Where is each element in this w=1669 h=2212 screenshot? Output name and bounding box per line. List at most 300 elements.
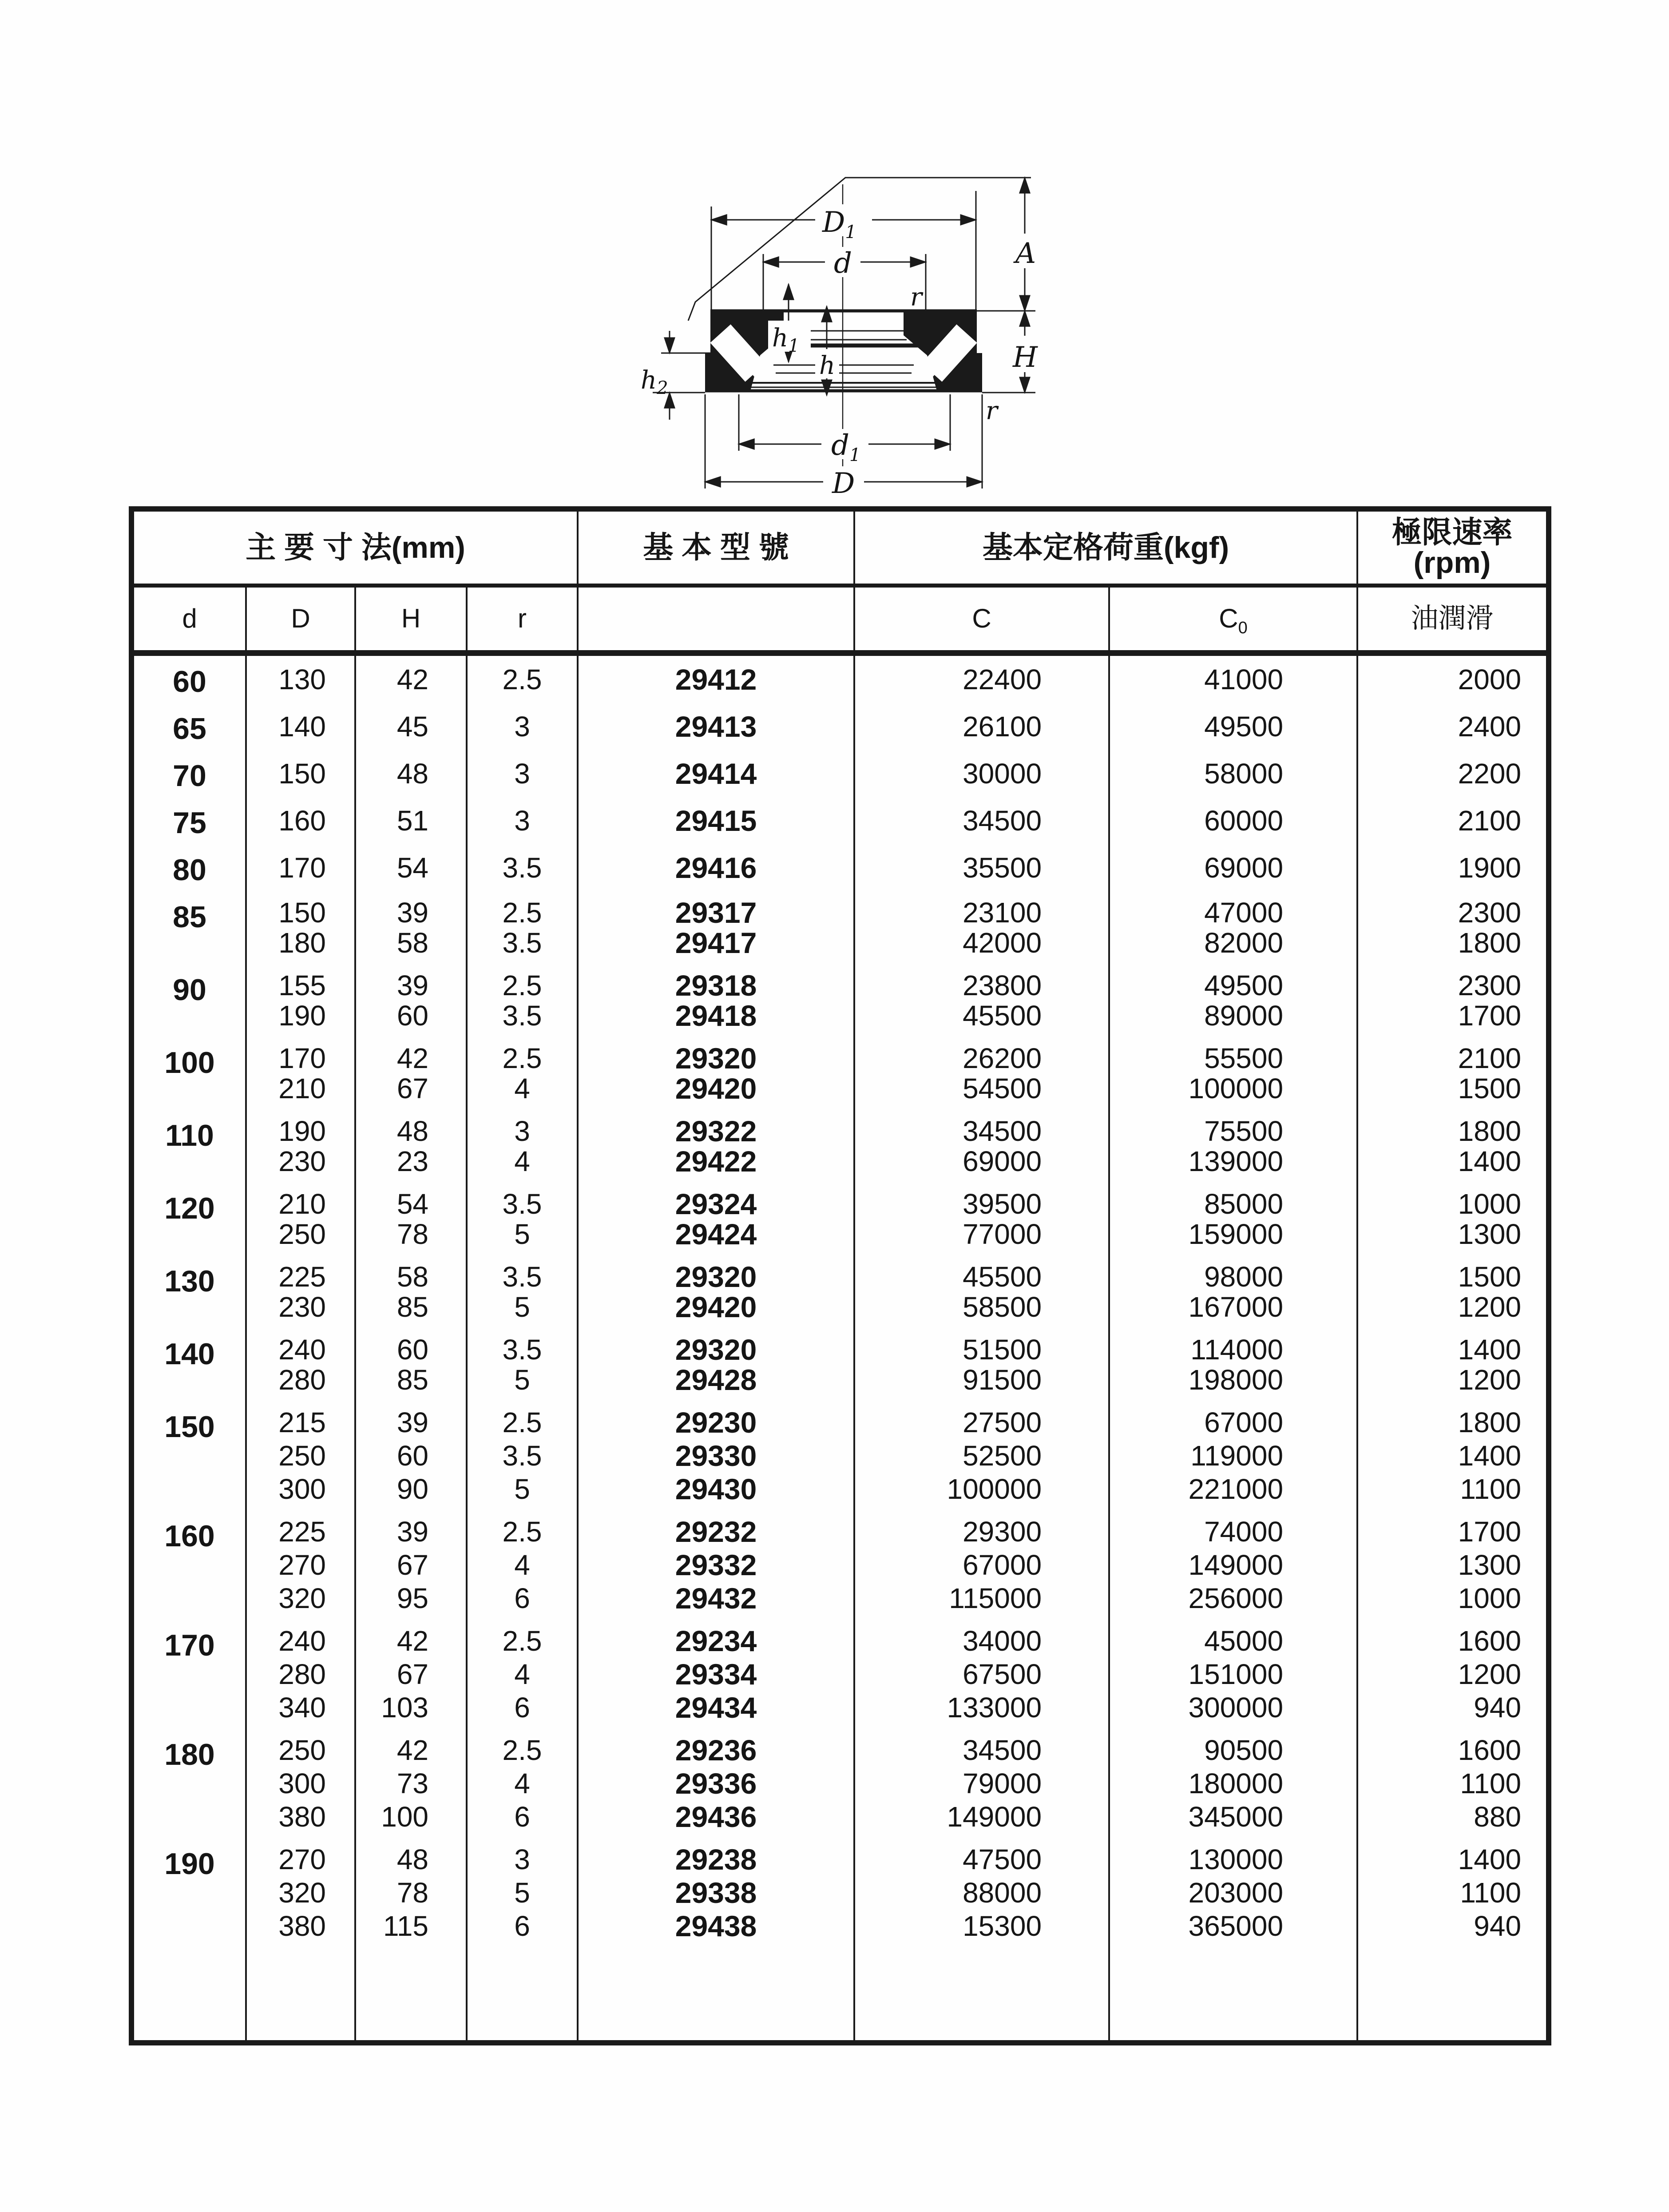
cell-r: 2.5 — [467, 653, 578, 703]
cell-H: 42 — [355, 1037, 467, 1073]
cell-D: 190 — [246, 1001, 355, 1037]
cell-H: 58 — [355, 1255, 467, 1292]
table-row — [131, 1146, 1549, 1183]
cell-d: 75 — [173, 806, 206, 840]
cell-D: 180 — [246, 928, 355, 964]
cell-rpm: 1000 — [1357, 1183, 1549, 1219]
cell-C: 26100 — [854, 703, 1109, 750]
cell-r: 2.5 — [467, 1037, 578, 1073]
table-row — [131, 1401, 1549, 1438]
cell-r: 3.5 — [467, 1255, 578, 1292]
cell-D: 190 — [246, 1110, 355, 1146]
cell-d: 70 — [173, 759, 206, 793]
cell-H: 60 — [355, 1328, 467, 1365]
cell-H: 95 — [355, 1583, 467, 1620]
table-column-header-row — [131, 585, 1549, 653]
cell-D: 300 — [246, 1765, 355, 1802]
cell-C0: 82000 — [1109, 928, 1357, 964]
cell-rpm: 1200 — [1357, 1656, 1549, 1692]
cell-model: 29413 — [578, 703, 854, 750]
table-row — [131, 1328, 1549, 1365]
filler-cell — [246, 1947, 355, 2043]
cell-C0: 67000 — [1109, 1401, 1357, 1438]
table-row — [131, 928, 1549, 964]
cell-C: 47500 — [854, 1838, 1109, 1874]
cell-C: 15300 — [854, 1911, 1109, 1947]
cell-model: 29230 — [578, 1401, 854, 1438]
cell-C: 51500 — [854, 1328, 1109, 1365]
filler-cell — [355, 1947, 467, 2043]
cell-r: 2.5 — [467, 1401, 578, 1438]
cell-D: 280 — [246, 1656, 355, 1692]
cell-model: 29330 — [578, 1438, 854, 1474]
cell-H: 115 — [355, 1911, 467, 1947]
cell-C: 35500 — [854, 844, 1109, 891]
filler-cell — [467, 1947, 578, 2043]
cell-C0: 74000 — [1109, 1510, 1357, 1547]
cell-model: 29320 — [578, 1037, 854, 1073]
table-filler-row — [131, 1947, 1549, 2043]
cell-H: 42 — [355, 1620, 467, 1656]
filler-cell — [854, 1947, 1109, 2043]
table-row — [131, 1838, 1549, 1874]
cell-C0: 45000 — [1109, 1620, 1357, 1656]
cell-C: 54500 — [854, 1073, 1109, 1110]
cell-rpm: 1100 — [1357, 1765, 1549, 1802]
table-row — [131, 1802, 1549, 1838]
cell-H: 85 — [355, 1292, 467, 1328]
cell-D: 130 — [246, 653, 355, 703]
cell-H: 78 — [355, 1219, 467, 1255]
cell-model: 29334 — [578, 1656, 854, 1692]
cell-model: 29336 — [578, 1765, 854, 1802]
cell-r: 3 — [467, 1838, 578, 1874]
cell-rpm: 1000 — [1357, 1583, 1549, 1620]
cell-rpm: 1400 — [1357, 1838, 1549, 1874]
cell-rpm: 1800 — [1357, 1110, 1549, 1146]
cell-D: 230 — [246, 1146, 355, 1183]
cell-d: 90 — [173, 973, 206, 1007]
cell-model: 29422 — [578, 1146, 854, 1183]
cell-C0: 149000 — [1109, 1547, 1357, 1583]
cell-model: 29338 — [578, 1874, 854, 1911]
cell-model: 29430 — [578, 1474, 854, 1510]
cell-C0: 89000 — [1109, 1001, 1357, 1037]
cell-C: 79000 — [854, 1765, 1109, 1802]
dim-label-h1: $h_1$ — [772, 324, 800, 356]
col-header-H: H — [355, 585, 467, 653]
col-header-C: C — [854, 585, 1109, 653]
cell-model: 29318 — [578, 964, 854, 1001]
cell-rpm: 940 — [1357, 1692, 1549, 1729]
table-row — [131, 1583, 1549, 1620]
table-row — [131, 797, 1549, 844]
cell-rpm: 2200 — [1357, 750, 1549, 797]
cell-r: 5 — [467, 1219, 578, 1255]
cell-C: 52500 — [854, 1438, 1109, 1474]
cell-D: 250 — [246, 1438, 355, 1474]
cell-d: 140 — [164, 1337, 215, 1371]
table-row — [131, 1656, 1549, 1692]
cell-model: 29418 — [578, 1001, 854, 1037]
table-row — [131, 1110, 1549, 1146]
cell-rpm: 2100 — [1357, 797, 1549, 844]
dim-label-d1: $d_1$ — [831, 429, 861, 465]
cell-r: 3.5 — [467, 1183, 578, 1219]
cell-H: 58 — [355, 928, 467, 964]
cell-C: 91500 — [854, 1365, 1109, 1401]
col-header-r: r — [467, 585, 578, 653]
cell-rpm: 940 — [1357, 1911, 1549, 1947]
table-row — [131, 891, 1549, 928]
cell-C: 34000 — [854, 1620, 1109, 1656]
cell-rpm: 880 — [1357, 1802, 1549, 1838]
cell-D: 270 — [246, 1547, 355, 1583]
cell-r: 3 — [467, 1110, 578, 1146]
cell-D: 250 — [246, 1219, 355, 1255]
filler-cell — [131, 1947, 246, 2043]
cell-model: 29414 — [578, 750, 854, 797]
cell-C0: 47000 — [1109, 891, 1357, 928]
table-row — [131, 703, 1549, 750]
cell-H: 90 — [355, 1474, 467, 1510]
cell-r: 4 — [467, 1547, 578, 1583]
cell-C0: 58000 — [1109, 750, 1357, 797]
col-header-C0-subscript: 0 — [1238, 619, 1248, 637]
cell-D: 225 — [246, 1510, 355, 1547]
cell-D: 320 — [246, 1583, 355, 1620]
cell-C: 77000 — [854, 1219, 1109, 1255]
cell-rpm: 1900 — [1357, 844, 1549, 891]
cell-C0: 114000 — [1109, 1328, 1357, 1365]
cell-C: 29300 — [854, 1510, 1109, 1547]
cell-C: 23100 — [854, 891, 1109, 928]
table-row — [131, 653, 1549, 703]
cell-C: 22400 — [854, 653, 1109, 703]
table-row — [131, 1183, 1549, 1219]
cell-rpm: 2400 — [1357, 703, 1549, 750]
col-header-d: d — [131, 585, 246, 653]
cell-H: 39 — [355, 1401, 467, 1438]
cell-rpm: 2300 — [1357, 891, 1549, 928]
cell-D: 210 — [246, 1183, 355, 1219]
cell-model: 29322 — [578, 1110, 854, 1146]
cell-rpm: 1100 — [1357, 1474, 1549, 1510]
cell-D: 210 — [246, 1073, 355, 1110]
cell-r: 4 — [467, 1146, 578, 1183]
cell-r: 2.5 — [467, 1620, 578, 1656]
cell-model: 29432 — [578, 1583, 854, 1620]
header-basic-load-rating: 基本定格荷重(kgf) — [854, 509, 1357, 585]
cell-D: 340 — [246, 1692, 355, 1729]
cell-C: 27500 — [854, 1401, 1109, 1438]
cell-d: 160 — [164, 1519, 215, 1553]
spec-table-body — [131, 653, 1549, 2043]
dim-label-r-top: r — [910, 283, 922, 312]
cell-r: 2.5 — [467, 964, 578, 1001]
cell-H: 103 — [355, 1692, 467, 1729]
cell-D: 150 — [246, 750, 355, 797]
cell-rpm: 1400 — [1357, 1146, 1549, 1183]
cell-rpm: 1700 — [1357, 1001, 1549, 1037]
col-header-D: D — [246, 585, 355, 653]
cell-rpm: 1300 — [1357, 1219, 1549, 1255]
cell-C: 149000 — [854, 1802, 1109, 1838]
cell-C: 26200 — [854, 1037, 1109, 1073]
table-row — [131, 1001, 1549, 1037]
cell-H: 54 — [355, 1183, 467, 1219]
cell-H: 48 — [355, 1110, 467, 1146]
cell-H: 39 — [355, 891, 467, 928]
cell-r: 6 — [467, 1911, 578, 1947]
cell-D: 380 — [246, 1802, 355, 1838]
cell-C: 69000 — [854, 1146, 1109, 1183]
cell-rpm: 1200 — [1357, 1365, 1549, 1401]
cell-D: 280 — [246, 1365, 355, 1401]
table-row — [131, 1692, 1549, 1729]
table-row — [131, 750, 1549, 797]
cell-C0: 130000 — [1109, 1838, 1357, 1874]
col-header-oil-lubrication: 油潤滑 — [1357, 585, 1549, 653]
cell-D: 250 — [246, 1729, 355, 1765]
cell-H: 73 — [355, 1765, 467, 1802]
dim-label-A: A — [1015, 237, 1036, 270]
cell-H: 67 — [355, 1547, 467, 1583]
cell-r: 4 — [467, 1073, 578, 1110]
cell-D: 140 — [246, 703, 355, 750]
cell-H: 78 — [355, 1874, 467, 1911]
cell-C0: 119000 — [1109, 1438, 1357, 1474]
cell-H: 85 — [355, 1365, 467, 1401]
cell-rpm: 2100 — [1357, 1037, 1549, 1073]
cell-d: 150 — [164, 1410, 215, 1444]
cell-D: 215 — [246, 1401, 355, 1438]
cell-C: 42000 — [854, 928, 1109, 964]
cell-H: 48 — [355, 1838, 467, 1874]
cell-r: 3.5 — [467, 1438, 578, 1474]
cell-model: 29236 — [578, 1729, 854, 1765]
cell-rpm: 1600 — [1357, 1620, 1549, 1656]
cell-C0: 221000 — [1109, 1474, 1357, 1510]
cell-D: 240 — [246, 1620, 355, 1656]
cell-C: 34500 — [854, 797, 1109, 844]
cell-rpm: 2300 — [1357, 964, 1549, 1001]
cell-C0: 49500 — [1109, 964, 1357, 1001]
cell-C0: 49500 — [1109, 703, 1357, 750]
cell-C0: 151000 — [1109, 1656, 1357, 1692]
cell-C0: 90500 — [1109, 1729, 1357, 1765]
cell-rpm: 1500 — [1357, 1255, 1549, 1292]
cell-H: 60 — [355, 1438, 467, 1474]
cell-d: 170 — [164, 1628, 215, 1662]
header-limiting-speed: 極限速率(rpm) — [1357, 509, 1549, 585]
cell-rpm: 1800 — [1357, 1401, 1549, 1438]
cell-d: 110 — [165, 1118, 214, 1152]
cell-rpm: 1200 — [1357, 1292, 1549, 1328]
table-row — [131, 1729, 1549, 1765]
cell-C: 67500 — [854, 1656, 1109, 1692]
cell-d: 190 — [164, 1847, 215, 1881]
table-row — [131, 1765, 1549, 1802]
cell-D: 230 — [246, 1292, 355, 1328]
cell-C: 34500 — [854, 1729, 1109, 1765]
cell-rpm: 1500 — [1357, 1073, 1549, 1110]
cell-r: 3.5 — [467, 1328, 578, 1365]
cell-rpm: 1800 — [1357, 928, 1549, 964]
cell-r: 2.5 — [467, 1729, 578, 1765]
header-main-dimensions: 主 要 寸 法(mm) — [131, 509, 578, 585]
dim-label-r-bottom: r — [986, 397, 998, 425]
cell-r: 5 — [467, 1292, 578, 1328]
cell-C: 100000 — [854, 1474, 1109, 1510]
dim-label-H: H — [1013, 341, 1038, 374]
dim-label-D: D — [832, 467, 855, 500]
cell-H: 67 — [355, 1073, 467, 1110]
cell-model: 29420 — [578, 1073, 854, 1110]
table-row — [131, 1073, 1549, 1110]
cell-C0: 198000 — [1109, 1365, 1357, 1401]
cell-H: 23 — [355, 1146, 467, 1183]
cell-rpm: 1400 — [1357, 1328, 1549, 1365]
cell-C0: 98000 — [1109, 1255, 1357, 1292]
cell-C0: 139000 — [1109, 1146, 1357, 1183]
cell-H: 42 — [355, 653, 467, 703]
cell-H: 60 — [355, 1001, 467, 1037]
col-header-C0: $C_0$ — [1109, 585, 1357, 653]
cell-C0: 345000 — [1109, 1802, 1357, 1838]
cell-C: 115000 — [854, 1583, 1109, 1620]
filler-cell — [1109, 1947, 1357, 2043]
cell-H: 39 — [355, 964, 467, 1001]
cell-C: 34500 — [854, 1110, 1109, 1146]
dim-label-h2: $h_2$ — [641, 366, 668, 398]
cell-C0: 167000 — [1109, 1292, 1357, 1328]
cell-model: 29317 — [578, 891, 854, 928]
cell-C0: 69000 — [1109, 844, 1357, 891]
cell-r: 6 — [467, 1583, 578, 1620]
cell-d: 180 — [164, 1737, 215, 1771]
table-group-header-row — [131, 509, 1549, 585]
table-row — [131, 1438, 1549, 1474]
cell-model: 29417 — [578, 928, 854, 964]
cell-model: 29416 — [578, 844, 854, 891]
cell-r: 2.5 — [467, 1510, 578, 1547]
cell-C0: 100000 — [1109, 1073, 1357, 1110]
cell-D: 155 — [246, 964, 355, 1001]
cell-C0: 41000 — [1109, 653, 1357, 703]
cell-r: 3.5 — [467, 1001, 578, 1037]
cell-r: 6 — [467, 1692, 578, 1729]
table-row — [131, 1911, 1549, 1947]
cell-r: 3 — [467, 703, 578, 750]
cell-r: 5 — [467, 1474, 578, 1510]
cell-r: 3.5 — [467, 844, 578, 891]
cell-C: 39500 — [854, 1183, 1109, 1219]
cell-H: 42 — [355, 1729, 467, 1765]
cell-rpm: 1300 — [1357, 1547, 1549, 1583]
cell-D: 240 — [246, 1328, 355, 1365]
cell-rpm: 1100 — [1357, 1874, 1549, 1911]
cell-H: 48 — [355, 750, 467, 797]
cell-model: 29320 — [578, 1328, 854, 1365]
bearing-spec-table — [129, 506, 1551, 2045]
cell-C0: 60000 — [1109, 797, 1357, 844]
cell-C: 58500 — [854, 1292, 1109, 1328]
cell-d: 60 — [173, 664, 206, 699]
table-row — [131, 1474, 1549, 1510]
cell-d: 85 — [173, 900, 206, 934]
cell-r: 3.5 — [467, 928, 578, 964]
cell-r: 4 — [467, 1765, 578, 1802]
table-row — [131, 1620, 1549, 1656]
header-basic-model: 基 本 型 號 — [578, 509, 854, 585]
cell-C: 88000 — [854, 1874, 1109, 1911]
cell-d: 100 — [164, 1045, 215, 1080]
cell-model: 29238 — [578, 1838, 854, 1874]
cell-model: 29234 — [578, 1620, 854, 1656]
cell-d: 120 — [164, 1191, 215, 1225]
table-row — [131, 1510, 1549, 1547]
cell-C0: 85000 — [1109, 1183, 1357, 1219]
cell-rpm: 1700 — [1357, 1510, 1549, 1547]
table-row — [131, 1219, 1549, 1255]
cell-model: 29415 — [578, 797, 854, 844]
table-row — [131, 964, 1549, 1001]
cell-H: 39 — [355, 1510, 467, 1547]
cell-r: 5 — [467, 1874, 578, 1911]
cell-H: 45 — [355, 703, 467, 750]
table-row — [131, 1037, 1549, 1073]
cell-model: 29438 — [578, 1911, 854, 1947]
cell-H: 54 — [355, 844, 467, 891]
dim-label-h: h — [819, 351, 836, 380]
cell-D: 225 — [246, 1255, 355, 1292]
cell-rpm: 1600 — [1357, 1729, 1549, 1765]
table-row — [131, 1255, 1549, 1292]
cell-D: 150 — [246, 891, 355, 928]
table-row — [131, 844, 1549, 891]
cell-D: 270 — [246, 1838, 355, 1874]
table-row — [131, 1547, 1549, 1583]
cell-C0: 55500 — [1109, 1037, 1357, 1073]
cell-C0: 159000 — [1109, 1219, 1357, 1255]
cell-C0: 256000 — [1109, 1583, 1357, 1620]
cell-C: 133000 — [854, 1692, 1109, 1729]
cell-C0: 75500 — [1109, 1110, 1357, 1146]
cell-D: 170 — [246, 1037, 355, 1073]
cell-r: 2.5 — [467, 891, 578, 928]
cell-model: 29412 — [578, 653, 854, 703]
bearing-cross-section-diagram — [619, 82, 1092, 508]
cell-D: 300 — [246, 1474, 355, 1510]
cell-r: 5 — [467, 1365, 578, 1401]
cell-rpm: 2000 — [1357, 653, 1549, 703]
cell-model: 29232 — [578, 1510, 854, 1547]
cell-D: 380 — [246, 1911, 355, 1947]
cell-D: 160 — [246, 797, 355, 844]
cell-rpm: 1400 — [1357, 1438, 1549, 1474]
filler-cell — [1357, 1947, 1549, 2043]
dim-label-D1: $D_1$ — [822, 206, 856, 242]
cell-model: 29428 — [578, 1365, 854, 1401]
cell-d: 80 — [173, 853, 206, 887]
cell-model: 29420 — [578, 1292, 854, 1328]
cell-r: 4 — [467, 1656, 578, 1692]
cell-r: 6 — [467, 1802, 578, 1838]
cell-model: 29324 — [578, 1183, 854, 1219]
dim-label-d: d — [834, 247, 852, 280]
cell-model: 29332 — [578, 1547, 854, 1583]
